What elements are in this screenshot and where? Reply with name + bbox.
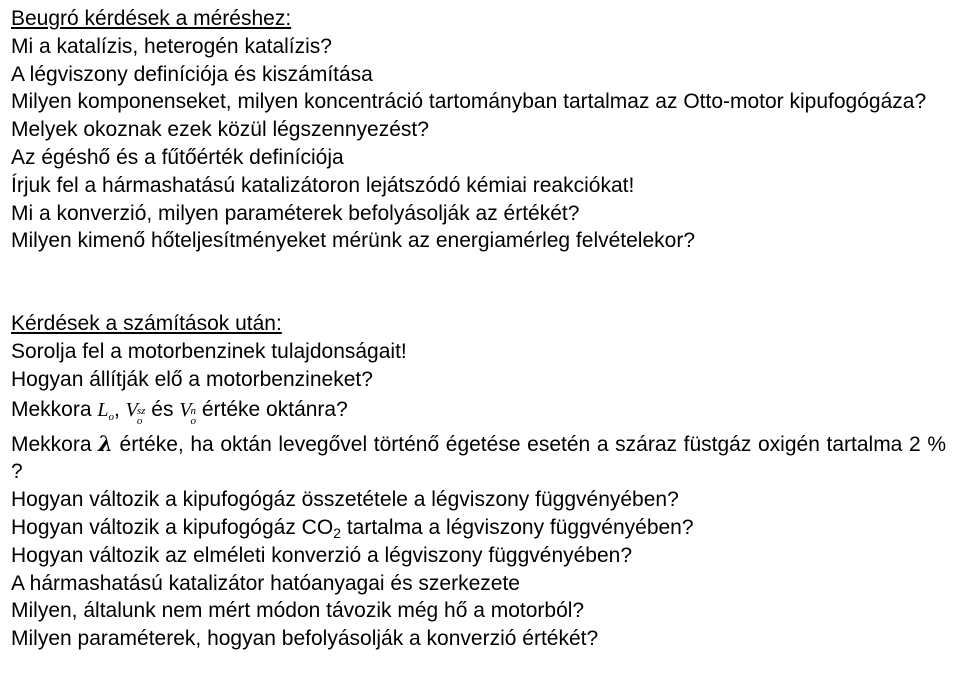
q3-suffix: értéke oktánra?	[196, 397, 348, 421]
section2-heading: Kérdések a számítások után:	[11, 312, 282, 336]
symbol-V: V	[125, 398, 138, 421]
question-theoretical-conversion: Hogyan változik az elméleti konverzió a légviszony függvényében?	[11, 543, 633, 567]
q3-prefix: Mekkora	[11, 397, 98, 421]
index-stack-sz	[137, 406, 146, 426]
question-gasoline-production: Hogyan állítják elő a motorbenzineket?	[11, 367, 373, 391]
question-lambda	[11, 430, 946, 487]
question-exhaust-components: Milyen komponenseket, milyen koncentráció tartományban tartalmaz az Otto-motor kipufogógáza?	[11, 90, 927, 114]
q3-mid: és	[145, 397, 180, 421]
question-conversion: Mi a konverzió, milyen paraméterek befolyásolják az értékét?	[11, 201, 580, 225]
q4-text: értéke, ha oktán levegővel történő égetése esetén a száraz füstgáz oxigén tartalma 2 % ?	[11, 432, 946, 484]
lambda-symbol: λ	[98, 430, 113, 456]
subscript-o: o	[108, 410, 114, 423]
q6-prefix: Hogyan változik a kipufogógáz CO	[11, 515, 334, 539]
symbol-L: L	[97, 398, 109, 421]
symbol-V-o-sz	[126, 394, 146, 426]
section-spacer	[11, 255, 946, 310]
subscript-o: o	[190, 414, 197, 427]
q6-suffix: tartalma a légviszony függvényében?	[340, 515, 694, 539]
question-co2-content	[11, 514, 946, 542]
question-octane-values	[11, 394, 946, 426]
index-stack-n	[191, 406, 197, 426]
question-air-ratio: A légviszony definíciója és kiszámítása	[11, 62, 373, 86]
question-gasoline-properties: Sorolja fel a motorbenzinek tulajdonságait!	[11, 339, 407, 363]
co2-subscript: 2	[333, 524, 341, 541]
superscript-n: n	[190, 404, 197, 417]
section1-heading: Beugró kérdések a méréshez:	[11, 7, 292, 30]
subscript-o: o	[136, 414, 143, 427]
symbol-V: V	[179, 398, 192, 421]
q4-prefix: Mekkora	[11, 432, 99, 456]
question-catalyst-structure: A hármashatású katalizátor hatóanyagai és szerkezete	[11, 571, 520, 595]
question-conversion-parameters: Milyen paraméterek, hogyan befolyásolják a konverzió értékét?	[11, 627, 599, 651]
symbol-L-o	[97, 394, 114, 426]
q3-comma: ,	[113, 397, 126, 421]
superscript-sz: sz	[136, 404, 146, 417]
question-heating-value: Az égéshő és a fűtőérték definíciója	[11, 145, 344, 169]
question-heat-output: Milyen kimenő hőteljesítményeket mérünk az energiamérleg felvételekor?	[11, 229, 695, 253]
question-catalyst-reactions: Írjuk fel a hármashatású katalizátoron lejátszódó kémiai reakciókat!	[11, 173, 635, 197]
symbol-V-o-n	[179, 394, 196, 426]
question-exhaust-composition: Hogyan változik a kipufogógáz összetétele a légviszony függvényében?	[11, 488, 679, 512]
question-pollution: Melyek okoznak ezek közül légszennyezést?	[11, 118, 429, 142]
question-heat-loss: Milyen, általunk nem mért módon távozik még hő a motorból?	[11, 599, 585, 623]
document-page	[11, 5, 946, 653]
question-catalysis: Mi a katalízis, heterogén katalízis?	[11, 34, 332, 58]
